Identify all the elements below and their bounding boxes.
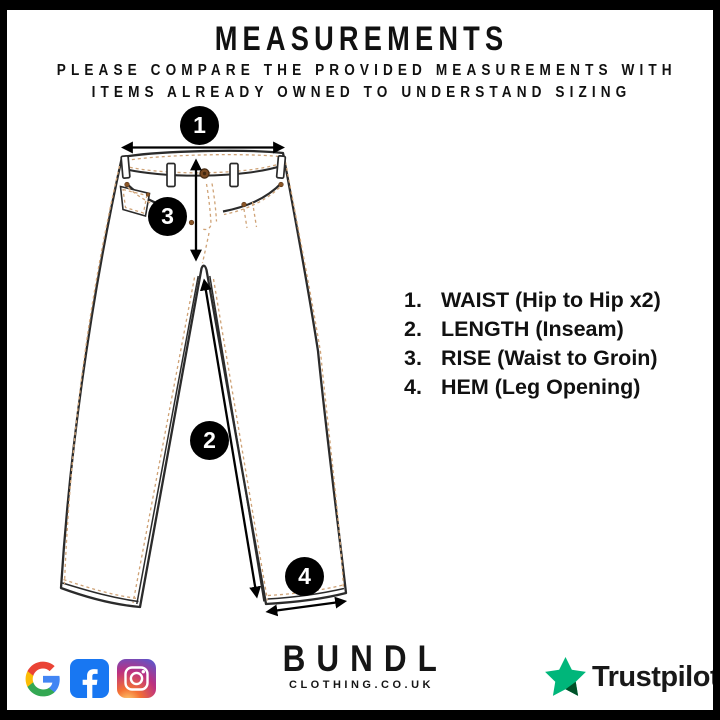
legend-item-waist — [404, 286, 661, 315]
legend-item-hem — [404, 373, 661, 402]
jeans-outline — [61, 151, 346, 607]
trustpilot-label: Trustpilot — [592, 661, 720, 693]
brand-domain: CLOTHING.CO.UK — [289, 679, 434, 691]
legend-label: WAIST (Hip to Hip x2) — [441, 288, 661, 312]
legend-number: 2. — [404, 317, 422, 341]
marker-waist: 1 — [180, 106, 219, 145]
legend-label: RISE (Waist to Groin) — [441, 346, 658, 370]
legend-label: LENGTH (Inseam) — [441, 317, 624, 341]
marker-rise: 3 — [148, 197, 187, 236]
page-title: MEASUREMENTS — [215, 20, 509, 58]
legend-number: 4. — [404, 375, 422, 399]
legend-label: HEM (Leg Opening) — [441, 375, 641, 399]
subtitle-line-1: PLEASE COMPARE THE PROVIDED MEASUREMENTS WITH — [56, 62, 677, 79]
brand-name: BUNDL — [282, 638, 449, 679]
marker-hem: 4 — [285, 557, 324, 596]
marker-length: 2 — [190, 421, 229, 460]
page-subtitle — [0, 60, 720, 103]
legend-number: 1. — [404, 288, 422, 312]
legend-item-length — [404, 315, 661, 344]
trustpilot-star-icon — [544, 657, 587, 698]
legend-item-rise — [404, 344, 661, 373]
header — [0, 21, 720, 103]
subtitle-line-2: ITEMS ALREADY OWNED TO UNDERSTAND SIZING — [91, 83, 632, 101]
trustpilot-logo[interactable] — [544, 655, 719, 699]
measurement-legend — [404, 286, 661, 402]
legend-number: 3. — [404, 346, 422, 370]
